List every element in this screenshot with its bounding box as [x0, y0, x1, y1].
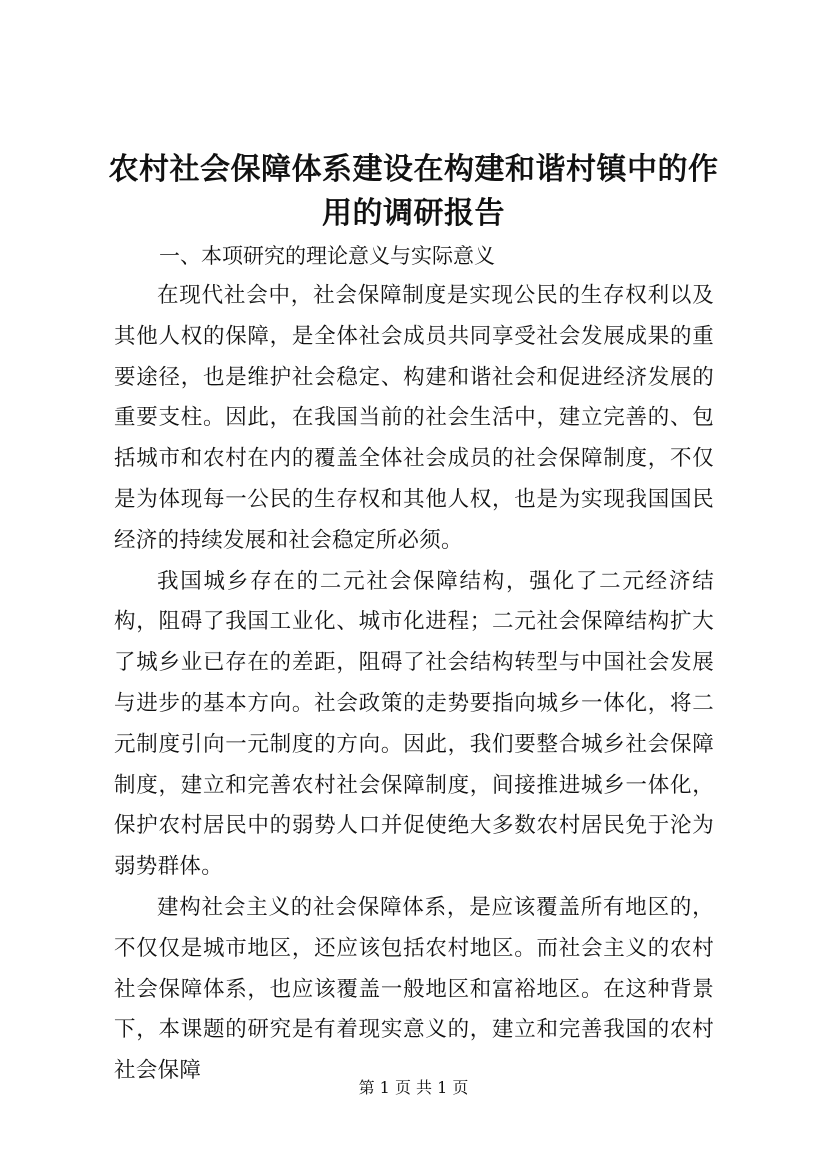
document-body	[114, 236, 714, 1092]
paragraph-1: 在现代社会中，社会保障制度是实现公民的生存权利以及其他人权的保障，是全体社会成员共同享受社会发展成果的重要途径，也是维护社会稳定、构建和谐社会和促进经济发展的重要支柱。因此，在我国当前的社会生活中，建立完善的、包括城市和农村在内的覆盖全体社会成员的社会保障制度，不仅是为体现每一公民的生存权和其他人权，也是为实现我国国民经济的持续发展和社会稳定所必须。	[114, 283, 714, 553]
document-title: 农村社会保障体系建设在构建和谐村镇中的作用的调研报告	[108, 152, 719, 231]
page-number-footer: 第 1 页 共 1 页	[358, 1078, 469, 1097]
paragraph-3: 建构社会主义的社会保障体系，是应该覆盖所有地区的，不仅仅是城市地区，还应该包括农村地区。而社会主义的农村社会保障体系，也应该覆盖一般地区和富裕地区。在这种背景下，本课题的研究是有着现实意义的，建立和完善我国的农村社会保障	[114, 894, 714, 1084]
section-heading: 一、本项研究的理论意义与实际意义	[159, 244, 495, 268]
paragraph-2: 我国城乡存在的二元社会保障结构，强化了二元经济结构，阻碍了我国工业化、城市化进程；二元社会保障结构扩大了城乡业已存在的差距，阻碍了社会结构转型与中国社会发展与进步的基本方向。社会政策的走势要指向城乡一体化，将二元制度引向一元制度的方向。因此，我们要整合城乡社会保障制度，建立和完善农村社会保障制度，间接推进城乡一体化，保护农村居民中的弱势人口并促使绝大多数农村居民免于沦为弱势群体。	[114, 568, 714, 880]
